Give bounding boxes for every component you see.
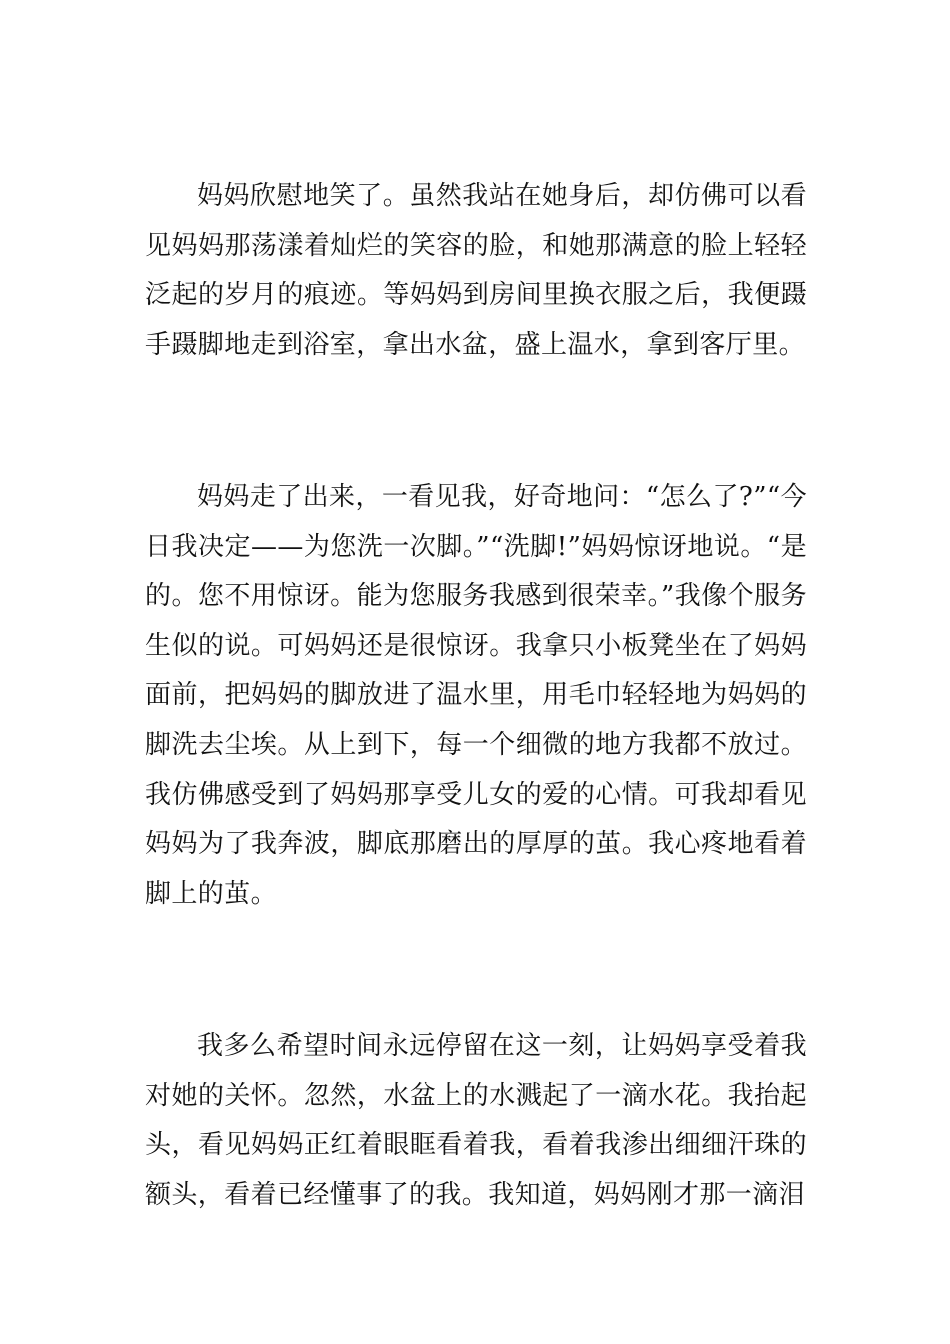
paragraph-2: 妈妈走了出来，一看见我，好奇地问：“怎么了?”“今日我决定——为您洗一次脚。”“洗脚!”妈妈惊讶地说。“是的。您不用惊讶。能为您服务我感到很荣幸。”我像个服务生似的说。可妈妈还是很惊讶。我拿只小板凳坐在了妈妈面前，把妈妈的脚放进了温水里，用毛巾轻轻地为妈妈的脚洗去尘埃。从上到下，每一个细微的地方我都不放过。我仿佛感受到了妈妈那享受儿女的爱的心情。可我却看见妈妈为了我奔波，脚底那磨出的厚厚的茧。我心疼地看着脚上的茧。 xyxy=(145,482,807,909)
paragraph-3: 我多么希望时间永远停留在这一刻，让妈妈享受着我对她的关怀。忽然，水盆上的水溅起了一滴水花。我抬起头，看见妈妈正红着眼眶看着我，看着我渗出细细汗珠的额头，看着已经懂事了的我。我知道，妈妈刚才那一滴泪 xyxy=(145,1031,807,1210)
document-page xyxy=(145,0,807,1344)
paragraph-1: 妈妈欣慰地笑了。虽然我站在她身后，却仿佛可以看见妈妈那荡漾着灿烂的笑容的脸，和她那满意的脸上轻轻泛起的岁月的痕迹。等妈妈到房间里换衣服之后，我便蹑手蹑脚地走到浴室，拿出水盆，盛上温水，拿到客厅里。 xyxy=(145,181,807,360)
